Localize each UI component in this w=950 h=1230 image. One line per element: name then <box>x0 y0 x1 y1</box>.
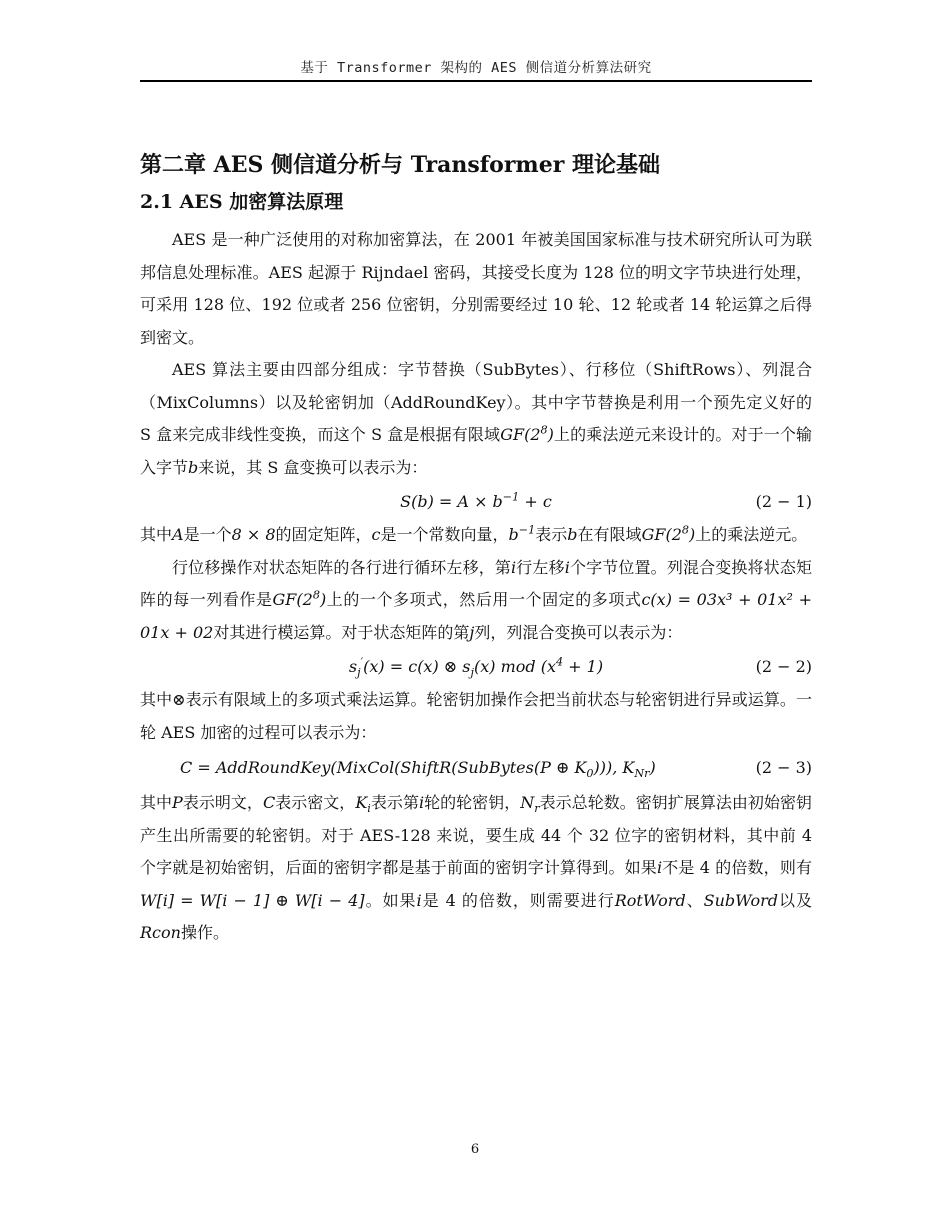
math-gf <box>273 590 327 609</box>
text-run: 表示明文， <box>182 793 263 812</box>
text-run: 上的乘法逆元来设计的。对于一个输入字节 <box>140 425 812 477</box>
math-gf-base: GF(2 <box>500 425 541 444</box>
math-poly: c(x) = 03x³ + 01x² + 01x + 02 <box>140 590 812 642</box>
text-run: 其中 <box>140 793 173 812</box>
math-N: N <box>520 793 535 812</box>
equation-2-2 <box>140 649 812 684</box>
text-run: 对其进行模运算。对于状态矩阵的第 <box>213 622 470 642</box>
paragraph-sbox-explain <box>140 519 812 552</box>
math-Nr <box>520 793 540 816</box>
text-run: 上的乘法逆元。 <box>695 525 808 544</box>
eq-sub: 0 <box>586 767 594 781</box>
math-gf <box>642 525 696 544</box>
header-rule <box>140 80 812 82</box>
equation-expression <box>180 749 656 787</box>
math-Ki-sub: i <box>367 802 371 816</box>
text-run: 是一个 <box>183 525 232 544</box>
eq-sub: j <box>470 666 474 680</box>
text-run: 上的一个多项式，然后用一个固定的多项式 <box>326 590 642 609</box>
eq-exp: 4 <box>555 655 564 669</box>
body-text <box>140 224 812 950</box>
page-number: 6 <box>470 1142 480 1157</box>
math-i: i <box>418 793 425 812</box>
text-run: 行左移 <box>516 557 565 577</box>
text-run: 表示总轮数。密钥扩展算法由初始密钥产生出所需要的轮密钥。对于 AES-128 来说，要生成 44 个 32 位字的密钥材料，其中前 4 个字就是初始密钥，后面的密钥字都是基于前面的密钥字计算得到。如果 <box>140 793 812 877</box>
math-i: i <box>564 557 570 577</box>
math-Ki <box>355 793 371 816</box>
text-run: 表示第 <box>370 793 419 812</box>
equation-number: (2 − 1) <box>755 492 812 511</box>
math-C: C <box>262 793 276 812</box>
math-c: c <box>371 525 381 544</box>
paragraph-key-expansion <box>140 787 812 950</box>
text-run: 不是 4 的倍数，则有 <box>662 858 812 877</box>
math-binv-exp: −1 <box>518 523 536 537</box>
eq-part: s <box>348 657 358 676</box>
math-dim: 8 × 8 <box>231 525 276 544</box>
text-run: 是一个常数向量， <box>380 525 509 544</box>
math-gf-exp: 8 <box>312 588 320 602</box>
math-gf-exp: 8 <box>540 423 548 437</box>
math-W: W[i] = W[i − 1] ⊕ W[i − 4] <box>140 890 365 910</box>
text-run: 其中 <box>140 525 173 544</box>
math-gf-exp: 8 <box>681 523 689 537</box>
math-gf-close: ) <box>319 590 327 609</box>
math-b: b <box>567 525 578 544</box>
math-A: A <box>172 525 184 544</box>
math-K: K <box>355 793 368 812</box>
math-Nr-sub: r <box>534 802 540 816</box>
math-i: i <box>511 557 517 577</box>
text-run: 。如果 <box>364 890 417 910</box>
equation-2-3 <box>140 749 812 787</box>
text-run: 、 <box>685 890 704 910</box>
equation-2-1 <box>140 484 812 519</box>
eq-prime: ′ <box>360 655 364 669</box>
math-gf <box>500 425 554 444</box>
eq-part: (x) mod (x <box>473 657 556 676</box>
text-run: 是 4 的倍数，则需要进行 <box>421 890 615 910</box>
equation-expression <box>140 649 812 684</box>
text-run: 在有限域 <box>577 525 642 544</box>
text-run: 表示 <box>535 525 568 544</box>
eq-part: S(b) = A × b <box>400 492 503 511</box>
eq-part: ) <box>649 758 656 777</box>
text-run: AES 算法主要由四部分组成：字节替换（SubBytes）、行移位（ShiftRows）、列混合（MixColumns）以及轮密钥加（AddRoundKey）。其中字节替换是利用一个预先定义好的 S 盒来完成非线性变换，而这个 S 盒是根据有限域 <box>140 360 812 444</box>
math-gf-close: ) <box>689 525 696 544</box>
equation-number: (2 − 3) <box>755 758 812 777</box>
math-j: j <box>469 622 475 642</box>
math-binv-base: b <box>508 525 519 544</box>
math-subword: SubWord <box>703 890 779 910</box>
text-run: 来说，其 S 盒变换可以表示为： <box>198 457 428 477</box>
text-run: 操作。 <box>180 923 229 942</box>
math-binv <box>509 525 536 544</box>
math-rcon: Rcon <box>140 923 181 942</box>
math-rotword: RotWord <box>614 890 686 910</box>
running-header: 基于 Transformer 架构的 AES 侧信道分析算法研究 <box>300 60 652 76</box>
paragraph-addroundkey: 其中⊗表示有限域上的多项式乘法运算。轮密钥加操作会把当前状态与轮密钥进行异或运算。一轮 AES 加密的过程可以表示为： <box>140 690 812 742</box>
text-run: 表示密文， <box>275 793 356 812</box>
paragraph-aes-intro: AES 是一种广泛使用的对称加密算法，在 2001 年被美国国家标准与技术研究所认可为联邦信息处理标准。AES 起源于 Rijndael 密码，其接受长度为 128 位的明文字节块进行处理，可采用 128 位、192 位或者 256 位密钥，分别需要经过 10 轮、12 轮或者 14 轮运算之后得到密文。 <box>140 230 812 347</box>
paragraph-shiftrows-mixcol <box>140 552 812 650</box>
eq-part: C = AddRoundKey(MixCol(ShiftR(SubBytes(P ⊕ K <box>180 758 587 777</box>
text-run: 行位移操作对状态矩阵的各行进行循环左移，第 <box>172 557 511 577</box>
math-gf-base: GF(2 <box>641 525 682 544</box>
math-gf-base: GF(2 <box>272 590 313 609</box>
eq-sub: j <box>357 666 361 680</box>
eq-part: (x) = c(x) ⊗ s <box>363 657 471 676</box>
eq-sub: Nr <box>634 767 650 781</box>
section-title: 2.1 AES 加密算法原理 <box>140 191 344 213</box>
math-gf-close: ) <box>547 425 554 444</box>
chapter-title: 第二章 AES 侧信道分析与 Transformer 理论基础 <box>140 152 660 178</box>
equation-number: (2 − 2) <box>755 657 812 676</box>
paragraph-aes-components <box>140 354 812 484</box>
eq-part: ))), K <box>593 758 635 777</box>
math-P: P <box>172 793 183 812</box>
eq-exp: −1 <box>502 490 520 504</box>
math-var-b: b <box>188 457 199 477</box>
text-run: 的固定矩阵， <box>275 525 372 544</box>
math-i: i <box>656 858 663 877</box>
eq-part: + c <box>519 492 552 511</box>
math-i: i <box>416 890 422 910</box>
text-run: 列，列混合变换可以表示为： <box>474 622 683 642</box>
text-run: 轮的轮密钥， <box>424 793 521 812</box>
eq-part: + 1) <box>563 657 604 676</box>
text-run: 个字节位置。列混合变换将状态矩阵的每一列看作是 <box>140 557 812 609</box>
equation-expression <box>140 484 812 519</box>
text-run: 以及 <box>778 890 812 910</box>
